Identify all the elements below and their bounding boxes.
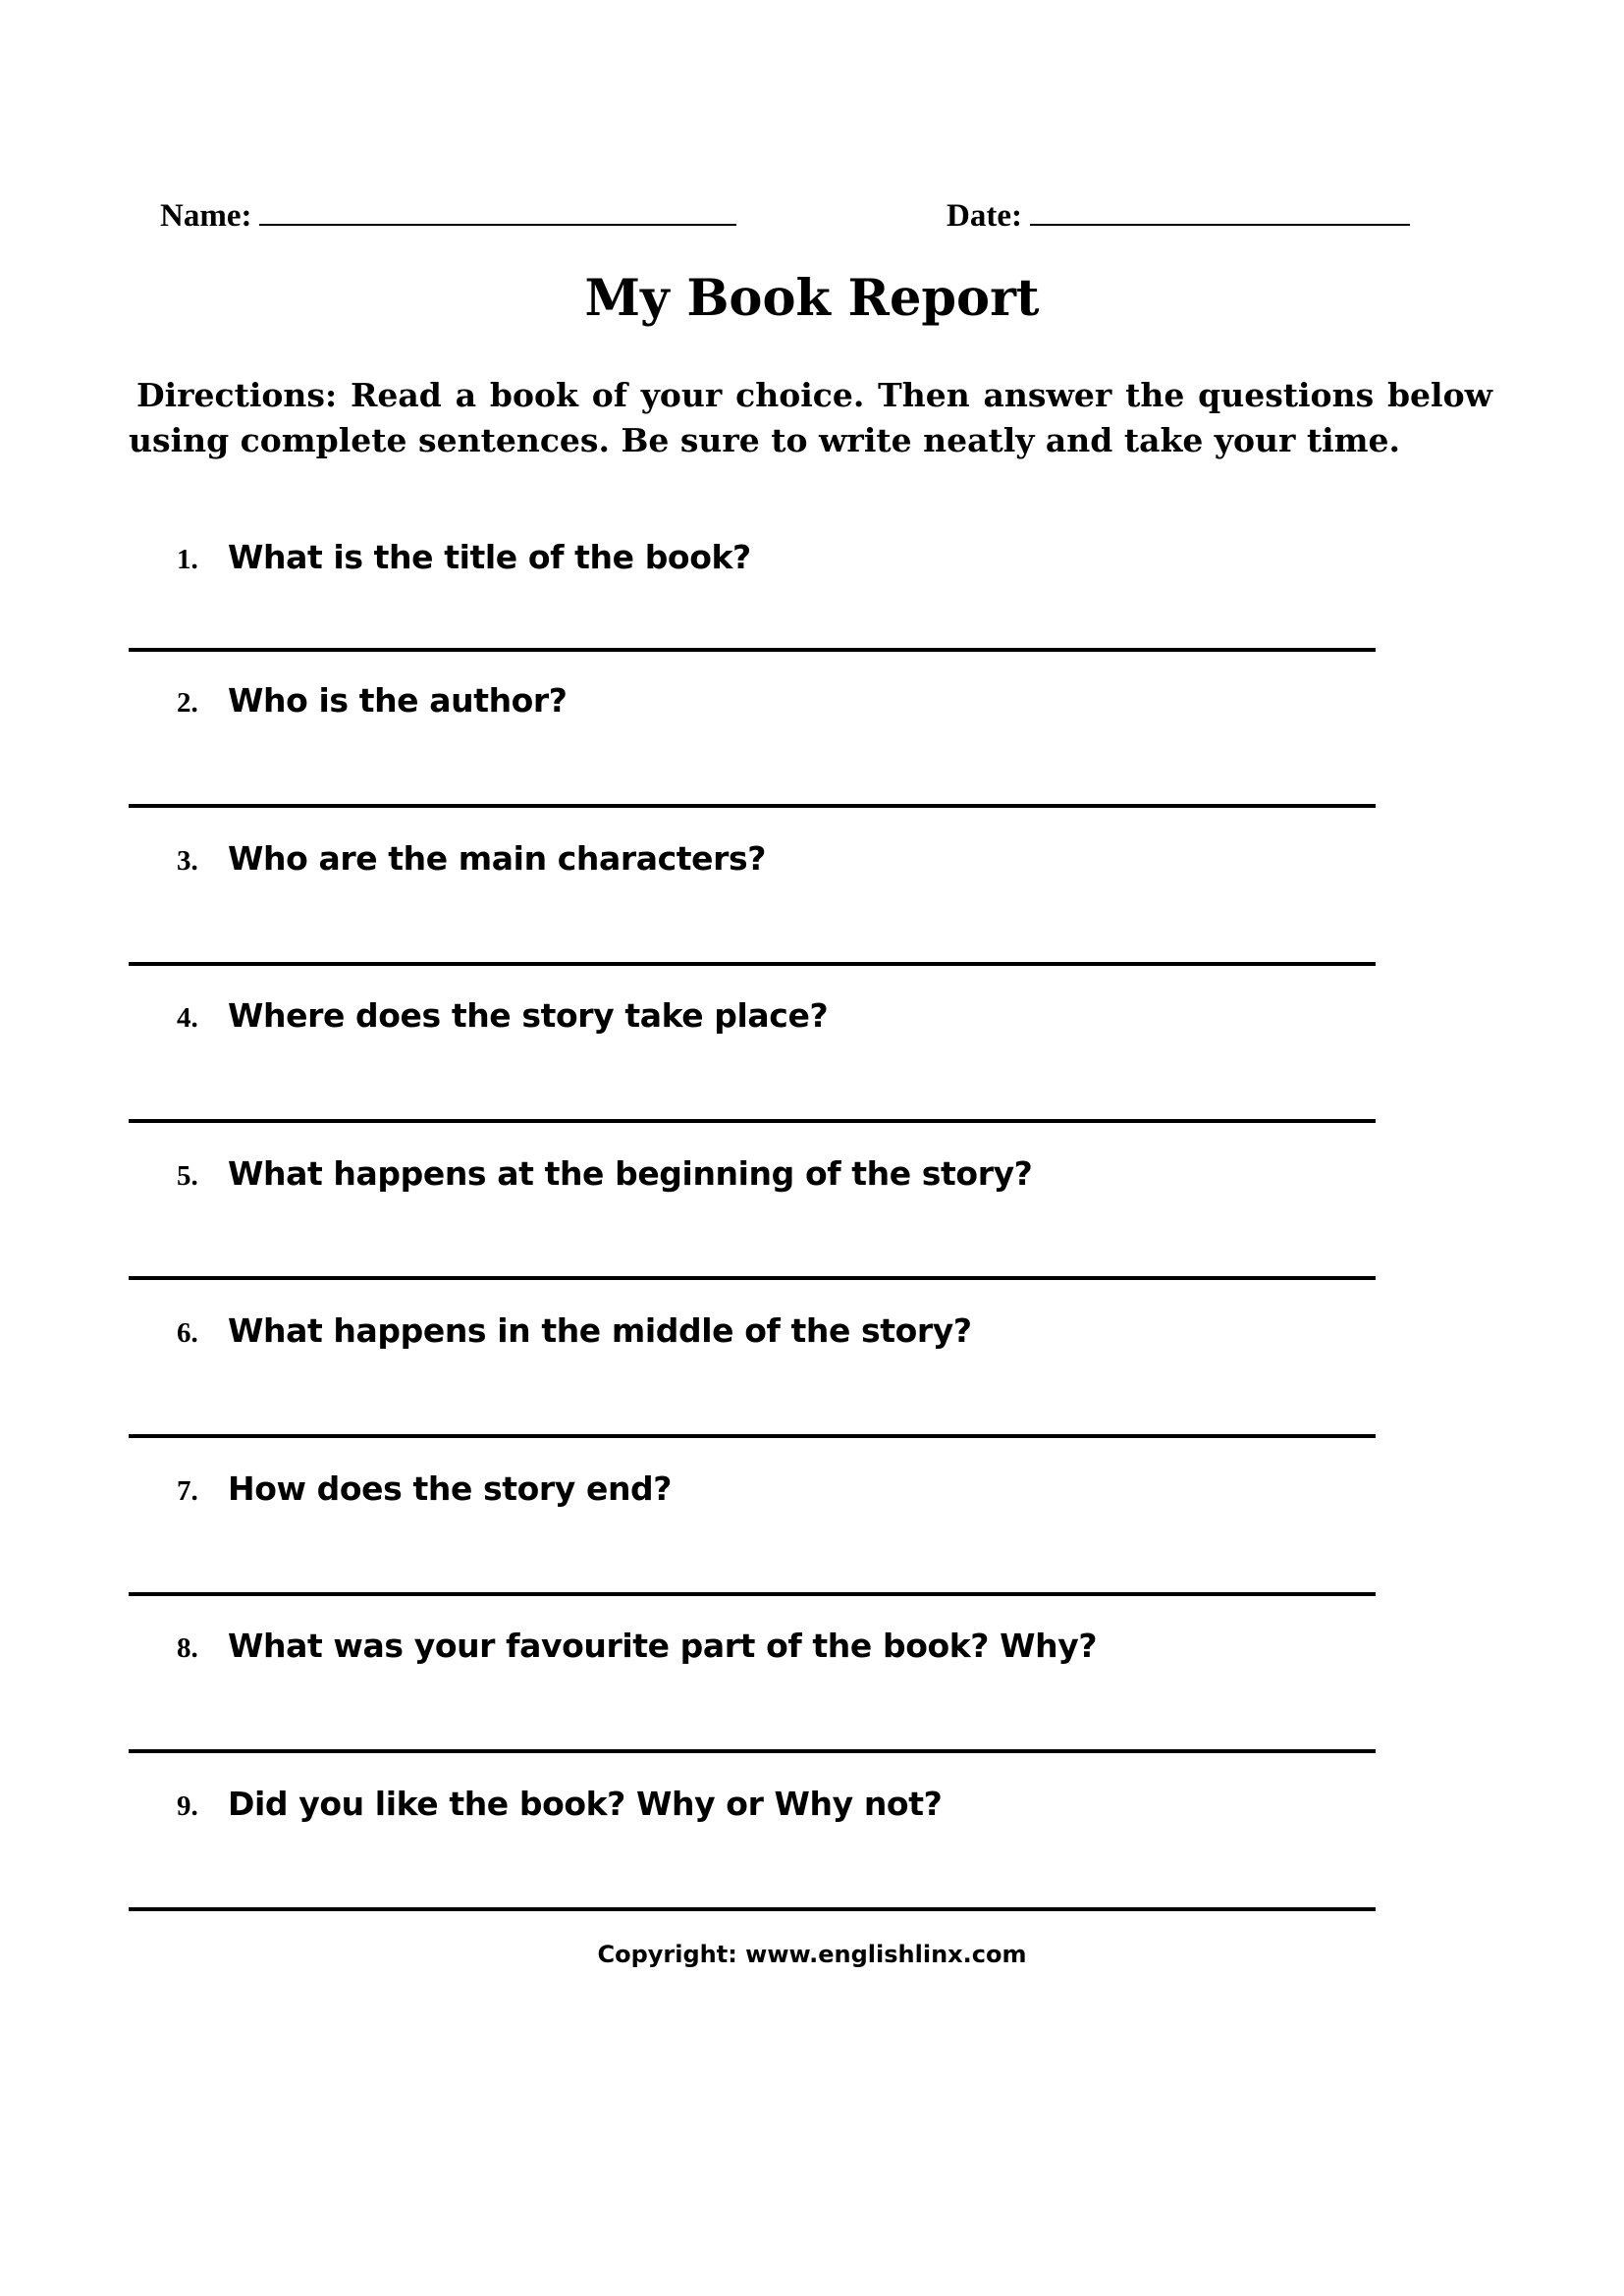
question-number: 5. <box>177 1160 198 1192</box>
question-8 <box>177 1627 1097 1676</box>
question-9 <box>177 1785 942 1834</box>
question-text: What is the title of the book? <box>228 538 751 576</box>
question-text: Who is the author? <box>228 681 568 720</box>
question-text: Did you like the book? Why or Why not? <box>228 1785 943 1823</box>
question-number: 2. <box>177 687 198 719</box>
page-title: My Book Report <box>584 269 1040 328</box>
name-field <box>160 192 736 236</box>
question-number: 1. <box>177 544 198 575</box>
question-5 <box>177 1154 1032 1203</box>
answer-line-5[interactable] <box>129 1276 1376 1280</box>
answer-line-9[interactable] <box>129 1907 1376 1911</box>
directions-text: Directions: Read a book of your choice. Then answer the questions below using complete sentences. Be sure to write neatly and take your time. <box>129 376 1492 459</box>
question-number: 9. <box>177 1790 198 1822</box>
answer-line-2[interactable] <box>129 804 1376 808</box>
question-text: Where does the story take place? <box>228 996 829 1035</box>
question-number: 4. <box>177 1002 198 1034</box>
question-1 <box>177 538 751 587</box>
copyright-text: Copyright: www.englishlinx.com <box>597 1941 1027 1968</box>
answer-line-6[interactable] <box>129 1434 1376 1438</box>
question-text: What was your favourite part of the book? Why? <box>228 1627 1098 1665</box>
answer-line-8[interactable] <box>129 1749 1376 1753</box>
answer-line-7[interactable] <box>129 1592 1376 1596</box>
name-blank-line[interactable] <box>259 192 736 226</box>
question-number: 7. <box>177 1475 198 1507</box>
name-label: Name: <box>160 198 252 234</box>
answer-line-1[interactable] <box>129 648 1376 652</box>
date-blank-line[interactable] <box>1030 192 1410 226</box>
question-number: 3. <box>177 845 198 877</box>
question-text: Who are the main characters? <box>228 839 766 878</box>
question-number: 8. <box>177 1632 198 1664</box>
question-number: 6. <box>177 1317 198 1349</box>
question-text: What happens in the middle of the story? <box>228 1311 972 1350</box>
question-2 <box>177 681 568 730</box>
question-text: What happens at the beginning of the story? <box>228 1154 1033 1193</box>
question-6 <box>177 1311 972 1361</box>
answer-line-3[interactable] <box>129 962 1376 966</box>
answer-line-4[interactable] <box>129 1119 1376 1123</box>
question-4 <box>177 996 828 1045</box>
date-field <box>947 192 1410 236</box>
question-7 <box>177 1469 672 1519</box>
question-text: How does the story end? <box>228 1469 673 1508</box>
date-label: Date: <box>947 198 1022 234</box>
question-3 <box>177 839 766 888</box>
